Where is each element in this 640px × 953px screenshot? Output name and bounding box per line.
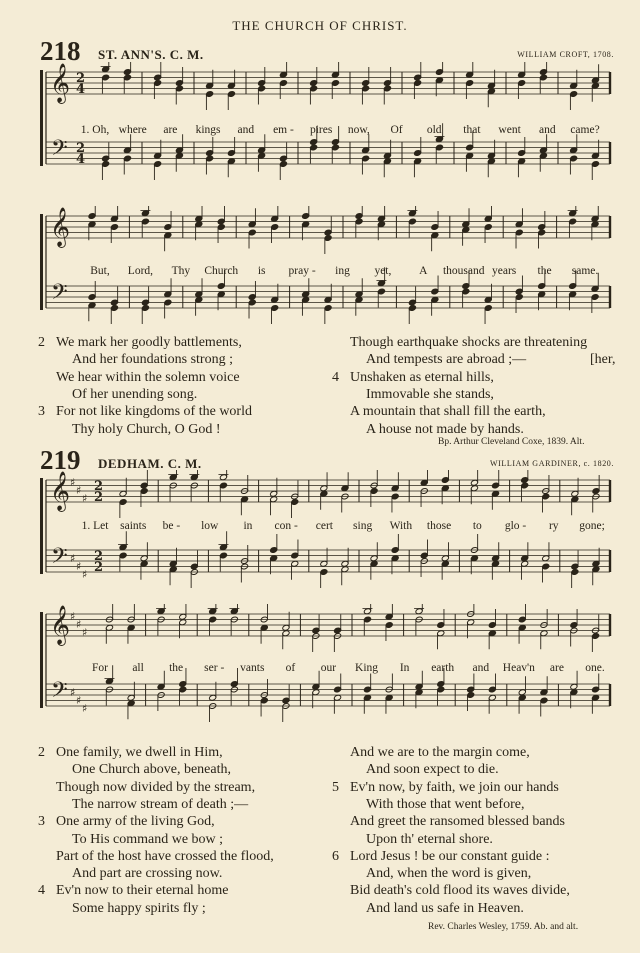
lyric-word: all xyxy=(132,662,144,674)
verse-line: With those that went before, xyxy=(366,796,525,812)
svg-text:2: 2 xyxy=(94,549,104,564)
verse-line: One family, we dwell in Him, xyxy=(56,745,223,760)
verse-line: Though now divided by the stream, xyxy=(56,779,256,795)
lyric-word: cert xyxy=(315,520,333,532)
author-219: Rev. Charles Wesley, 1759. Ab. and alt. xyxy=(428,922,579,932)
lyric-word: old xyxy=(426,124,442,136)
lyric-word: saints xyxy=(120,520,147,532)
lyric-word: one. xyxy=(585,662,605,674)
lyric-word: is xyxy=(257,265,266,277)
svg-text:4: 4 xyxy=(76,82,86,97)
lyric-word: But, xyxy=(90,265,110,277)
lyric-word: came? xyxy=(570,124,600,136)
lyric-word: to xyxy=(472,520,482,532)
lyric-word: yet, xyxy=(374,265,392,277)
verse-line: One Church above, beneath, xyxy=(72,762,231,778)
svg-text:𝄞: 𝄞 xyxy=(50,63,71,103)
svg-text:2: 2 xyxy=(94,479,104,494)
lyric-word: that xyxy=(463,124,481,136)
lyric-word: con - xyxy=(274,520,298,532)
verse-line: Ev'n now, by faith, we join our hands xyxy=(350,779,559,795)
lyric-word: thousand xyxy=(442,265,485,277)
lyric-word: pires xyxy=(309,124,333,136)
lyric-word: now, xyxy=(347,124,370,136)
lyric-word: in xyxy=(243,520,253,532)
svg-text:2: 2 xyxy=(76,141,86,156)
verse-line: And part are crossing now. xyxy=(72,866,223,882)
lyric-word: pray - xyxy=(288,265,316,277)
svg-text:2: 2 xyxy=(94,490,104,505)
lyric-word: kings xyxy=(195,124,221,136)
verse-line: Thy holy Church, O God ! xyxy=(72,421,221,437)
svg-text:𝄞: 𝄞 xyxy=(50,605,71,645)
verses-219-right xyxy=(332,744,632,924)
verse-number: 2 xyxy=(38,335,45,350)
svg-text:2: 2 xyxy=(76,71,86,86)
lyric-word: Heav'n xyxy=(502,662,535,674)
svg-text:♯: ♯ xyxy=(70,610,76,623)
verses-218-right xyxy=(332,334,632,438)
svg-text:𝄞: 𝄞 xyxy=(50,207,71,247)
lyric-word: and xyxy=(237,124,255,136)
svg-text:♯: ♯ xyxy=(76,694,82,707)
verse-line: Some happy spirits fly ; xyxy=(72,900,206,916)
lyric-word: are xyxy=(163,124,178,136)
lyric-word: 1. Oh, xyxy=(80,124,110,136)
svg-text:♯: ♯ xyxy=(76,618,82,631)
svg-text:♯: ♯ xyxy=(82,626,88,639)
svg-text:♯: ♯ xyxy=(76,484,82,497)
verse-number: 4 xyxy=(38,883,45,899)
lyric-word: vants xyxy=(240,662,265,674)
lyric-word: went xyxy=(498,124,521,136)
lyric-word: the xyxy=(537,265,552,277)
music-staff xyxy=(40,206,614,334)
verse-number: 5 xyxy=(332,779,339,795)
svg-text:𝄢: 𝄢 xyxy=(51,678,68,708)
lyric-word: low xyxy=(201,520,219,532)
lyric-word: gone; xyxy=(579,520,605,532)
lyric-word: Lord, xyxy=(127,265,154,277)
verse-line: Unshaken as eternal hills, xyxy=(350,369,494,385)
lyric-word: A xyxy=(419,265,428,277)
verse-number: 6 xyxy=(332,848,339,864)
verse-number: 3 xyxy=(38,814,45,830)
composer: WILLIAM GARDINER, c. 1820. xyxy=(489,459,614,468)
svg-text:♯: ♯ xyxy=(82,702,88,715)
verse-line: One army of the living God, xyxy=(56,814,215,830)
lyric-word: of xyxy=(285,662,296,674)
hymn-218-header xyxy=(40,38,614,64)
verse-line: Lord Jesus ! be our constant guide : xyxy=(350,848,550,864)
hymn-number: 218 xyxy=(40,36,81,66)
lyric-word: those xyxy=(426,520,452,532)
verse-line: And her foundations strong ; xyxy=(72,352,233,368)
lyric-word: and xyxy=(538,124,556,136)
verse-line: The narrow stream of death ;— xyxy=(72,796,249,812)
lyric-word: ser - xyxy=(204,662,225,674)
verse-line: Part of the host have crossed the flood, xyxy=(56,848,274,864)
svg-text:𝄢: 𝄢 xyxy=(51,544,68,574)
lyric-word: em - xyxy=(273,124,294,136)
lyric-word: same. xyxy=(571,265,599,277)
lyric-word: ing xyxy=(335,265,350,277)
lyric-word: the xyxy=(169,662,184,674)
lyric-word: Church xyxy=(204,265,239,277)
tune-name: ST. ANN'S. C. M. xyxy=(98,47,204,62)
verses-218-left xyxy=(38,334,338,438)
svg-text:♯: ♯ xyxy=(76,560,82,573)
verses-219-left xyxy=(38,744,338,924)
lyric-word: are xyxy=(549,662,564,674)
verse-number: 2 xyxy=(38,745,45,760)
lyric-word: earth xyxy=(431,662,455,674)
lyric-word: For xyxy=(92,662,108,674)
verse-line: And greet the ransomed blessed bands xyxy=(350,814,565,830)
lyric-word: glo - xyxy=(504,520,527,532)
music-system-218-2 xyxy=(40,206,614,334)
verse-line: For not like kingdoms of the world xyxy=(56,404,252,420)
verse-line: And we are to the margin come, xyxy=(350,745,530,760)
lyric-word: ry xyxy=(548,520,559,532)
lyric-word: be - xyxy=(162,520,181,532)
lyric-word: years xyxy=(492,265,517,277)
svg-text:𝄢: 𝄢 xyxy=(51,280,68,310)
verse-line: A house not made by hands. xyxy=(366,421,524,437)
svg-text:𝄢: 𝄢 xyxy=(51,136,68,166)
author-218: Bp. Arthur Cleveland Coxe, 1839. Alt. xyxy=(438,437,585,447)
svg-text:♯: ♯ xyxy=(70,552,76,565)
music-system-219-1 xyxy=(40,470,614,598)
verse-line: And land us safe in Heaven. xyxy=(366,900,524,916)
lyric-word: 1. Let xyxy=(81,520,109,532)
verse-line: We mark her goodly battlements, xyxy=(56,335,242,350)
running-head: THE CHURCH OF CHRIST. xyxy=(232,18,408,33)
lyric-word: In xyxy=(399,662,410,674)
verse-line: And tempests are abroad ;— xyxy=(366,352,527,368)
lyric-word: our xyxy=(320,662,337,674)
svg-text:♯: ♯ xyxy=(82,492,88,505)
lyric-word: where xyxy=(118,124,147,136)
verse-line: [her, xyxy=(590,352,616,368)
lyric-word: King xyxy=(355,662,379,674)
verse-line: Immovable she stands, xyxy=(366,386,494,402)
lyric-word: With xyxy=(389,520,413,532)
verse-line: To His command we bow ; xyxy=(72,831,224,847)
tune-name: DEDHAM. C. M. xyxy=(98,456,202,471)
composer: WILLIAM CROFT, 1708. xyxy=(517,50,614,59)
lyric-word: and xyxy=(472,662,490,674)
svg-text:𝄞: 𝄞 xyxy=(50,471,71,511)
svg-text:♯: ♯ xyxy=(82,568,88,581)
verse-line: Upon th' eternal shore. xyxy=(366,831,493,847)
verse-line: A mountain that shall fill the earth, xyxy=(350,404,546,420)
svg-text:♯: ♯ xyxy=(70,476,76,489)
verse-line: Bid death's cold flood its waves divide, xyxy=(350,883,570,899)
svg-text:♯: ♯ xyxy=(70,686,76,699)
music-staff xyxy=(40,470,614,598)
lyric-word: Thy xyxy=(171,265,191,277)
verse-line: Ev'n now to their eternal home xyxy=(56,883,229,899)
verse-line: And soon expect to die. xyxy=(366,762,499,778)
lyric-word: sing xyxy=(353,520,373,532)
verse-line: We hear within the solemn voice xyxy=(56,369,240,385)
lyric-word: Of xyxy=(390,124,403,136)
hymn-number: 219 xyxy=(40,445,81,475)
verse-line: Though earthquake shocks are threatening xyxy=(350,335,588,350)
verse-number: 4 xyxy=(332,369,339,385)
verse-number: 3 xyxy=(38,404,45,420)
svg-text:2: 2 xyxy=(94,560,104,575)
verse-line: Of her unending song. xyxy=(72,386,198,402)
svg-text:4: 4 xyxy=(76,152,86,167)
verse-line: And, when the word is given, xyxy=(366,866,532,882)
